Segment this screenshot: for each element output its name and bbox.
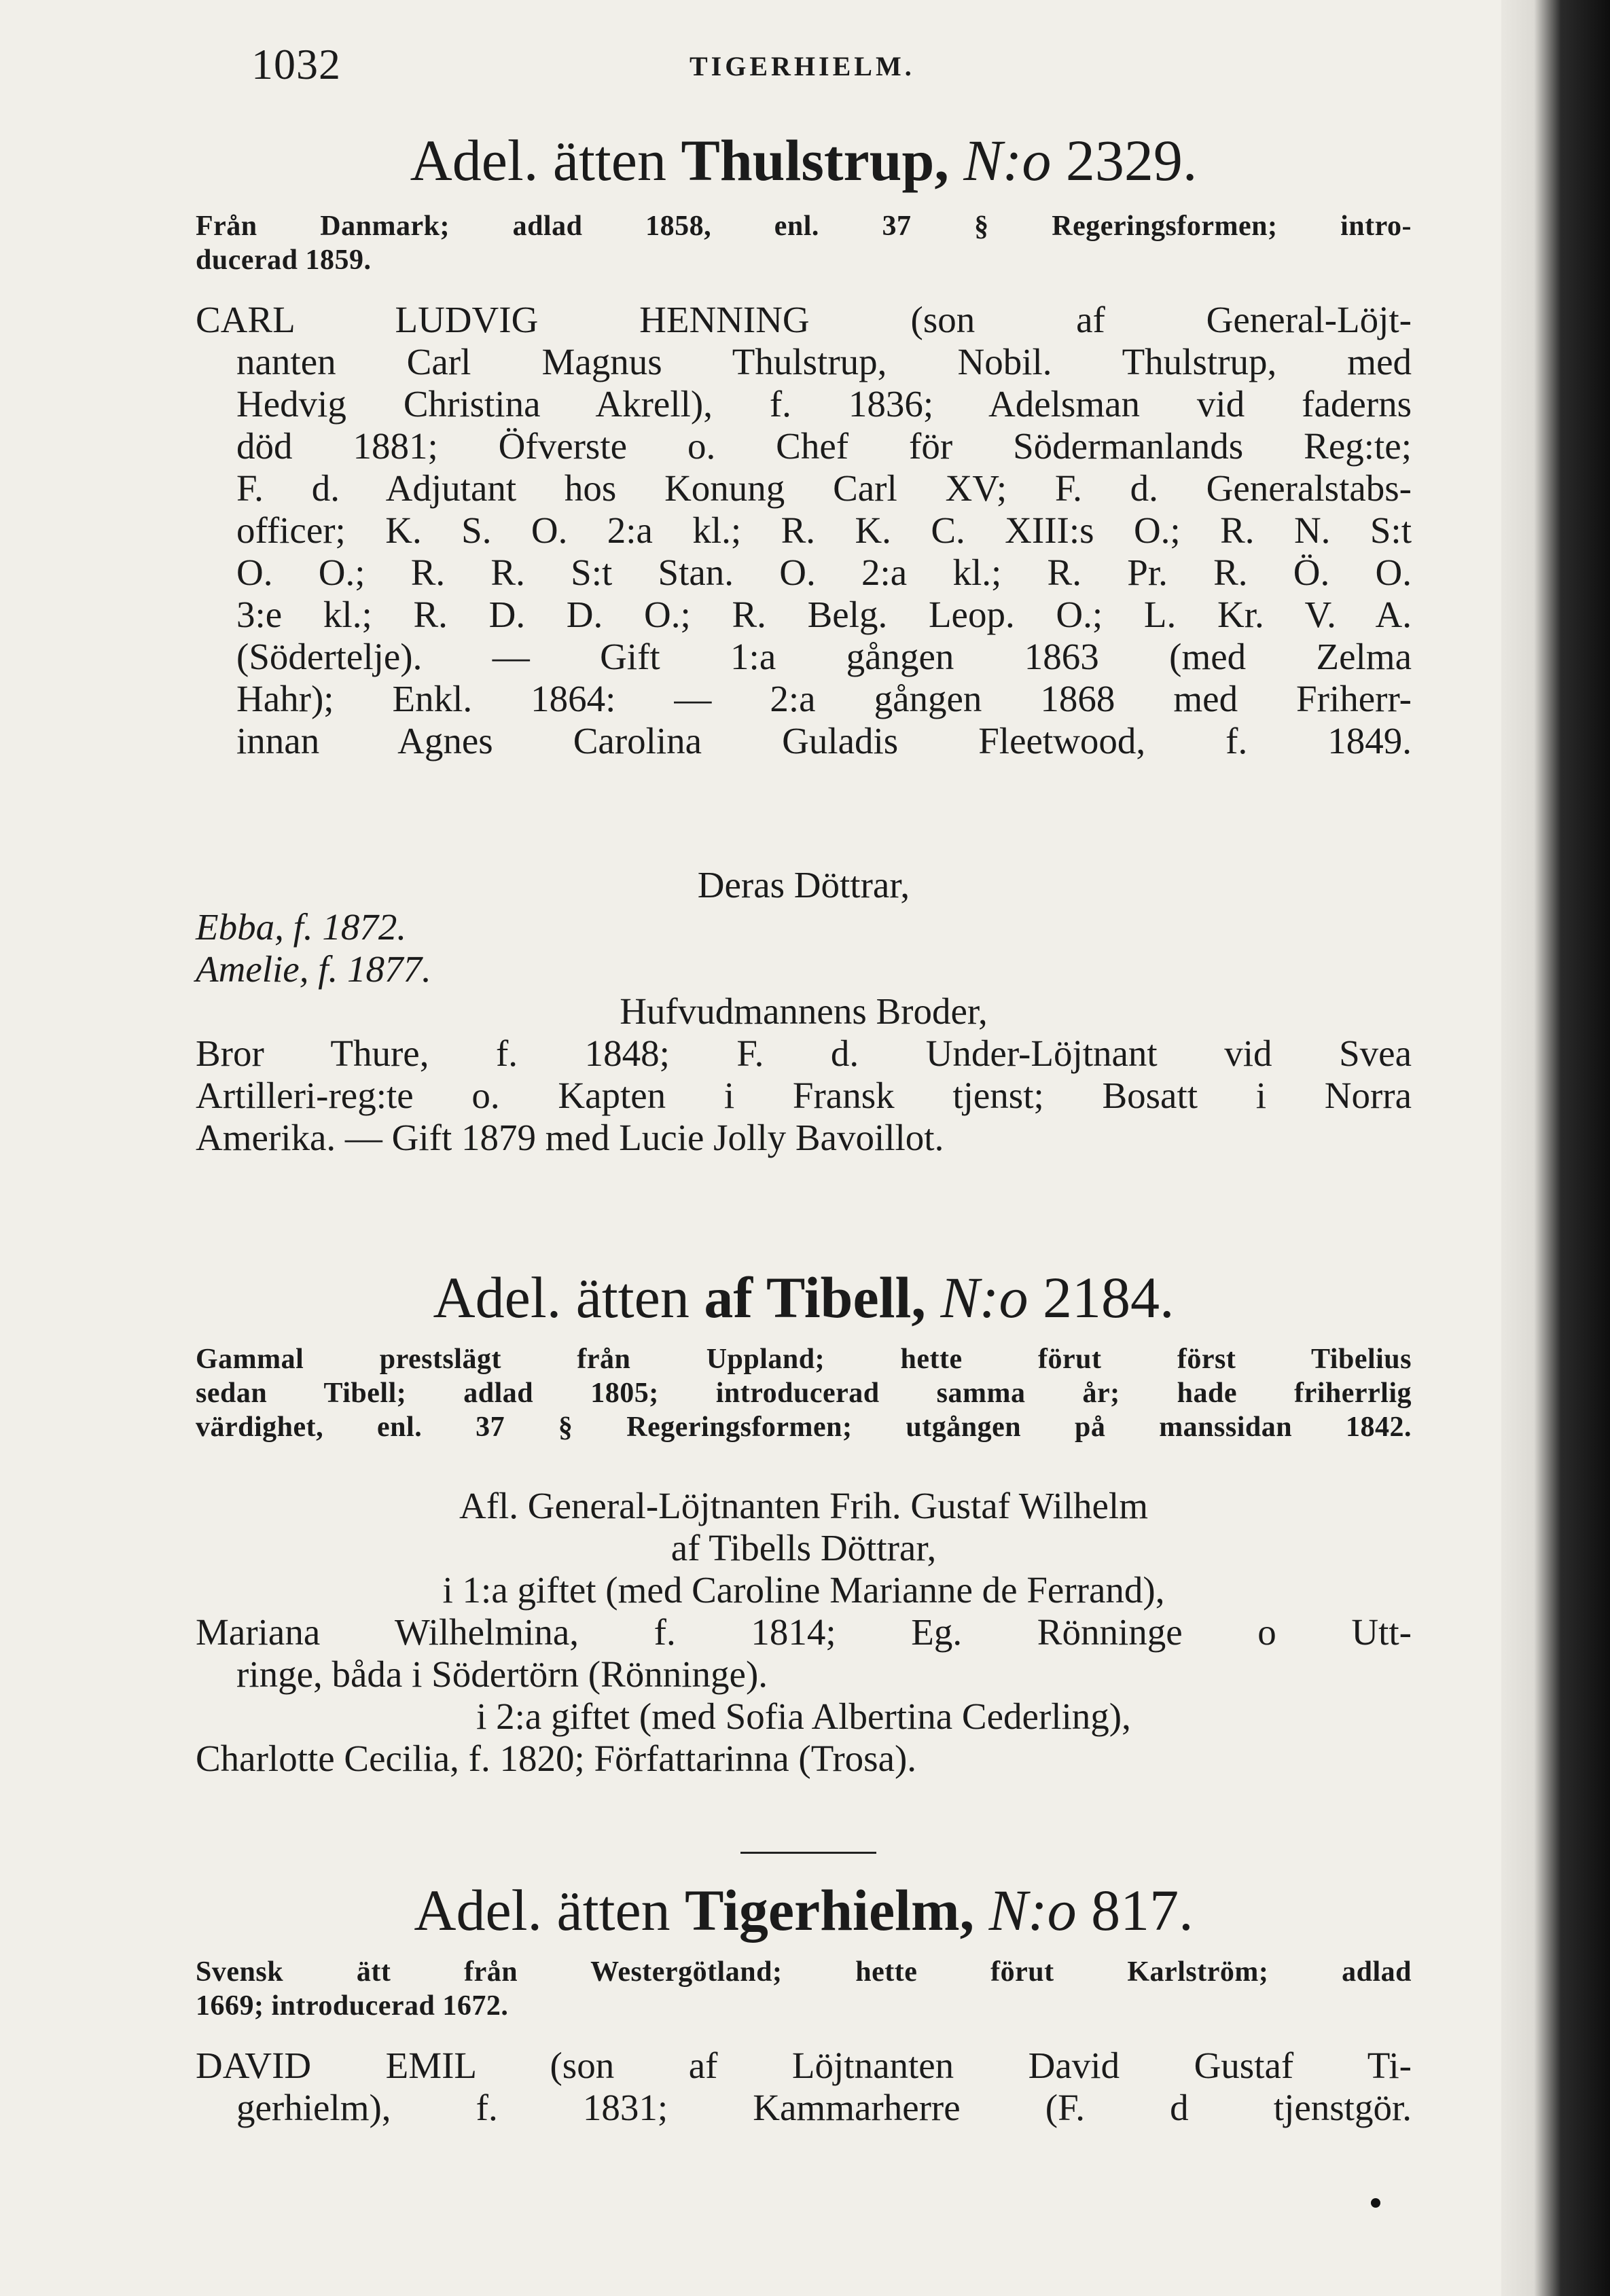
section-divider [740,1852,876,1854]
entry-line: Afl. General-Löjtnanten Frih. Gustaf Wilhelm [459,1485,1148,1526]
intro-line: Gammal prestslägt från Uppland; hette förut först Tibelius [196,1344,1412,1375]
heading-tibell: Adel. ätten af Tibell, N:o 2184. [433,1265,1175,1330]
brother-line: Bror Thure, f. 1848; F. d. Under-Löjtnant vid Svea [196,1033,1412,1074]
brother-line: Artilleri-reg:te o. Kapten i Fransk tjenst; Bosatt i Norra [196,1075,1412,1116]
entry-line: F. d. Adjutant hos Konung Carl XV; F. d. Generalstabs- [236,467,1412,509]
entry-line: ringe, båda i Södertörn (Rönninge). [236,1653,768,1695]
entry-line: af Tibells Döttrar, [670,1527,937,1568]
subheading-daughters: Deras Döttrar, [697,864,910,905]
tigerhielm-entry [196,2045,1412,2129]
entry-line: (Södertelje). — Gift 1:a gången 1863 (med Zelma [236,636,1412,677]
entry-line: Charlotte Cecilia, f. 1820; Författarinna (Trosa). [196,1738,917,1779]
entry-line: officer; K. S. O. 2:a kl.; R. K. C. XIII:s O.; R. N. S:t [236,509,1412,551]
entry-line: innan Agnes Carolina Guladis Fleetwood, f. 1849. [236,720,1412,761]
tibell-entry [196,1485,1412,1780]
section-thulstrup [196,126,1412,194]
entry-line: död 1881; Öfverste o. Chef för Södermanlands Reg:te; [236,425,1412,467]
tibell-intro [196,1342,1412,1444]
entry-line: 3:e kl.; R. D. D. O.; R. Belg. Leop. O.; L. Kr. V. A. [236,594,1412,635]
thulstrup-daughters [196,864,1412,1159]
entry-line: Hahr); Enkl. 1864: — 2:a gången 1868 med Friherr- [236,678,1412,719]
section-tigerhielm [196,1876,1412,1944]
page-number: 1032 [251,40,341,88]
running-title: TIGERHIELM. [690,51,915,82]
intro-line: ducerad 1859. [196,245,372,276]
entry-line: Hedvig Christina Akrell), f. 1836; Adelsman vid faderns [236,383,1412,425]
entry-line: DAVID EMIL (son af Löjtnanten David Gustaf Ti- [196,2045,1412,2086]
running-header [251,39,1420,94]
thulstrup-intro [196,209,1412,277]
heading-tigerhielm: Adel. ätten Tigerhielm, N:o 817. [414,1878,1194,1943]
intro-line: Från Danmark; adlad 1858, enl. 37 § Regeringsformen; intro- [196,211,1412,242]
heading-thulstrup: Adel. ätten Thulstrup, N:o 2329. [410,128,1198,193]
entry-line: i 2:a giftet (med Sofia Albertina Cederling), [476,1696,1131,1737]
entry-line: Mariana Wilhelmina, f. 1814; Eg. Rönninge o Utt- [196,1611,1412,1653]
subheading-brother: Hufvudmannens Broder, [620,990,988,1032]
intro-line: sedan Tibell; adlad 1805; introducerad samma år; hade friherrlig [196,1378,1412,1409]
intro-line: Svensk ätt från Westergötland; hette förut Karlström; adlad [196,1956,1412,1988]
daughter-entry: Ebba, f. 1872. [196,906,407,948]
entry-line: O. O.; R. R. S:t Stan. O. 2:a kl.; R. Pr. R. Ö. O. [236,552,1412,593]
section-tibell [196,1263,1412,1331]
thulstrup-entry [196,299,1412,762]
intro-line: 1669; introducerad 1672. [196,1990,509,2022]
book-spine-shadow [1501,0,1610,2296]
daughter-entry: Amelie, f. 1877. [196,948,431,990]
brother-line: Amerika. — Gift 1879 med Lucie Jolly Bavoillot. [196,1117,944,1158]
ink-speck [1371,2198,1380,2208]
entry-line: gerhielm), f. 1831; Kammarherre (F. d tjenstgör. [236,2087,1412,2128]
entry-line: nanten Carl Magnus Thulstrup, Nobil. Thulstrup, med [236,341,1412,382]
entry-line: i 1:a giftet (med Caroline Marianne de Ferrand), [442,1569,1165,1611]
intro-line: värdighet, enl. 37 § Regeringsformen; utgången på manssidan 1842. [196,1412,1412,1443]
tigerhielm-intro [196,1955,1412,2023]
entry-line: CARL LUDVIG HENNING (son af General-Löjt- [196,299,1412,340]
